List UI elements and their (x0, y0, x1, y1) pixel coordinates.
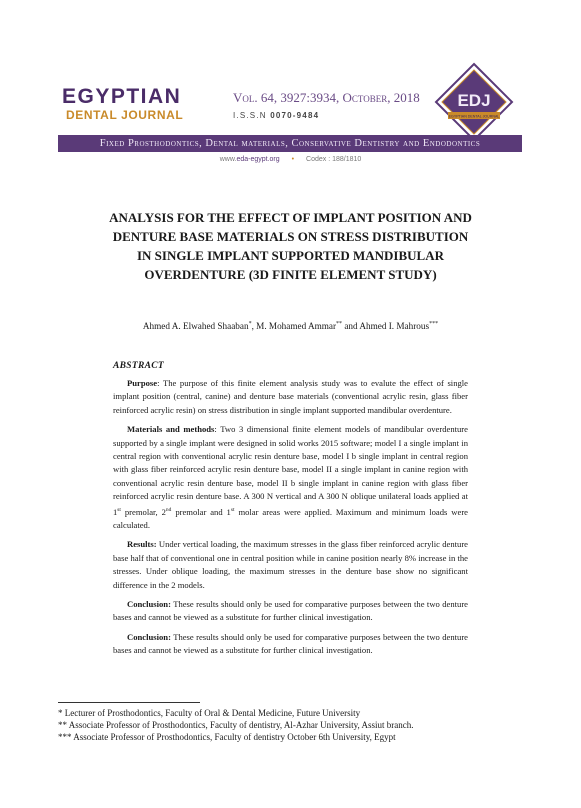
codex: Codex : 188/1810 (306, 156, 362, 163)
ordinal-suffix: st (230, 506, 235, 513)
author-name: Ahmed I. Mahrous (359, 321, 430, 332)
abstract-body (113, 377, 468, 664)
author-mark: ** (336, 321, 343, 327)
author-mark: * (248, 321, 252, 327)
title-line: DENTURE BASE MATERIALS ON STRESS DISTRIBUTION (112, 229, 469, 244)
abstract-results (113, 538, 468, 592)
author-mark: *** (429, 321, 439, 327)
authors-line (0, 318, 581, 332)
footnotes (58, 707, 528, 743)
abstract-methods (113, 423, 468, 532)
edj-logo (434, 62, 514, 142)
website-prefix: www. (219, 156, 237, 163)
conclusion-text: These results should only be used for comparative purposes between the two denture bases and cannot be viewed as a substitute for further clinical investigation. (113, 598, 468, 623)
abstract-heading: ABSTRACT (113, 361, 164, 371)
footnote-divider (58, 702, 200, 703)
author-separator: , (251, 321, 257, 332)
abstract-conclusion (113, 631, 468, 658)
author-and: and (342, 321, 360, 332)
footnote: *** Associate Professor of Prosthodontics, Faculty of dentistry October 6th University, Egypt (58, 732, 396, 742)
ordinal-suffix: nd (165, 506, 172, 513)
title-line: ANALYSIS FOR THE EFFECT OF IMPLANT POSITION AND (109, 210, 472, 225)
footnote: * Lecturer of Prosthodontics, Faculty of Oral & Dental Medicine, Future University (58, 708, 361, 718)
issn-line (233, 111, 319, 121)
results-label: Results: (127, 539, 157, 550)
volume-line: Vol. 64, 3927:3934, October, 2018 (233, 90, 420, 105)
logo-subtext: EGYPTIAN DENTAL JOURNAL (448, 114, 500, 119)
methods-text: molar areas were applied. Maximum and minimum loads were calculated. (113, 506, 468, 530)
issn-number: 0070-9484 (270, 111, 320, 120)
results-text: Under vertical loading, the maximum stresses in the glass fiber reinforced acrylic denture base half that of conventional one in central position while in canine position nearly 8% increase in the stresses. Under oblique loading, the maximum stresses in the denture base show no significant difference in the 2 models. (113, 539, 468, 590)
issn-label: I.S.S.N (233, 111, 267, 120)
conclusion-label: Conclusion: (127, 631, 171, 642)
author-name: M. Mohamed Ammar (256, 321, 337, 332)
conclusion-text: These results should only be used for comparative purposes between the two denture bases and cannot be viewed as a substitute for further clinical investigation. (113, 631, 468, 656)
methods-text: premolar and 1 (171, 506, 231, 517)
separator-dot: • (291, 156, 295, 163)
title-line: OVERDENTURE (3D FINITE ELEMENT STUDY) (144, 267, 437, 282)
journal-name: EGYPTIAN (62, 85, 182, 108)
abstract-conclusion (113, 598, 468, 625)
journal-header (0, 0, 581, 170)
footnote: ** Associate Professor of Prosthodontics, Faculty of dentistry, Al-Azhar University, Assiut branch. (58, 720, 414, 730)
author-name: Ahmed A. Elwahed Shaaban (142, 321, 249, 332)
methods-text: : Two 3 dimensional finite element models of mandibular overdenture supported by a single implant were designed in solid works 2015 software; model I a single implant in central region with conventional acrylic resin denture base, model I b single implant in central region with glass fiber reinforced acrylic resin denture base, model II a single implant in canine region with conventional acrylic resin denture base, model II b single implant in canine region with glass fiber reinforced acrylic resin denture base. A 300 N vertical and A 300 N oblique unilateral loads applied at 1 (113, 424, 468, 517)
conclusion-label: Conclusion: (127, 598, 171, 609)
ordinal-suffix: st (117, 506, 121, 513)
article-title (75, 208, 506, 284)
website-line (0, 155, 581, 164)
purpose-text: : The purpose of this finite element analysis study was to evalute the effect of single implant position (central, canine) and denture base materials (conventional acrylic resin, glass fiber reinforced acrylic resin) on stress distribution in single implant supported mandibular overdenture. (113, 378, 468, 415)
methods-label: Materials and methods (127, 424, 215, 435)
sections-band: Fixed Prosthodontics, Dental materials, Conservative Dentistry and Endodontics (58, 135, 522, 152)
methods-text: premolar, 2 (120, 506, 166, 517)
purpose-label: Purpose (127, 378, 158, 388)
journal-subname: DENTAL JOURNAL (66, 108, 184, 122)
logo-text: EDJ (457, 91, 491, 110)
title-line: IN SINGLE IMPLANT SUPPORTED MANDIBULAR (136, 248, 444, 263)
abstract-purpose (113, 377, 468, 417)
website-link[interactable]: eda-egypt.org (236, 156, 280, 163)
